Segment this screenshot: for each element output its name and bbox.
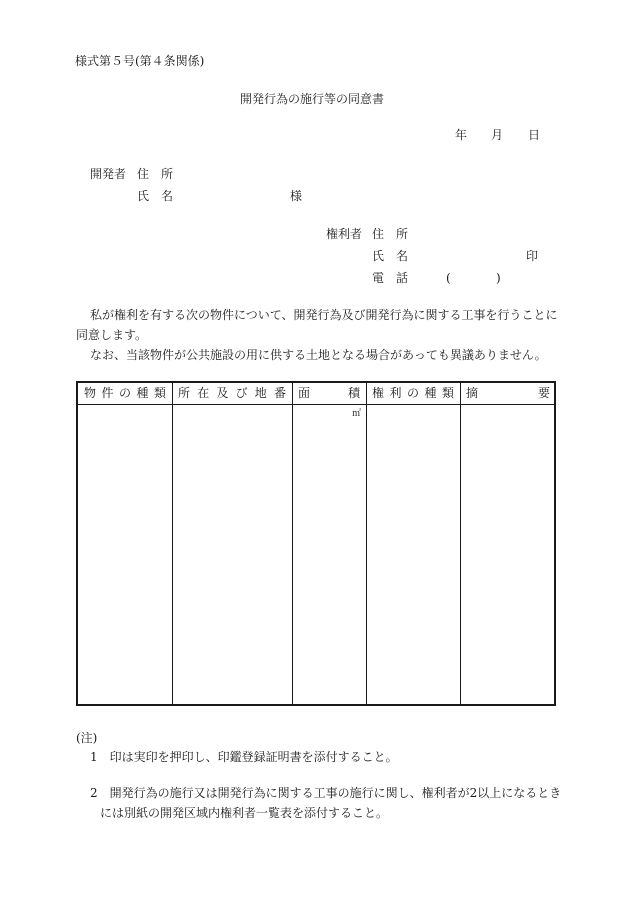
- right-holder-label: 権利者: [326, 227, 363, 241]
- consent-paragraph-line-2: 同意します。: [76, 328, 148, 342]
- seal-mark: 印: [526, 249, 539, 263]
- developer-honorific: 様: [290, 189, 303, 203]
- header-property-type: 物 件 の 種 類: [84, 386, 166, 400]
- right-holder-name-label: 氏 名: [372, 249, 409, 263]
- note-2-line-1: 2 開発行為の施行又は開発行為に関する工事の施行に関し、権利者が2以上になるとき: [90, 786, 562, 800]
- developer-name-label: 氏 名: [137, 189, 174, 203]
- notes-heading: (注): [76, 731, 98, 745]
- table-header-divider: [78, 404, 554, 405]
- document-title: 開発行為の施行等の同意書: [240, 92, 385, 106]
- date-year-label: 年: [455, 128, 468, 142]
- note-1: 1 印は実印を押印し、印鑑登録証明書を添付すること。: [90, 750, 398, 764]
- header-area: 面 積: [298, 386, 360, 400]
- developer-address-label: 住 所: [137, 167, 174, 181]
- form-number: 様式第５号(第４条関係): [75, 54, 205, 68]
- property-table: [76, 381, 556, 706]
- phone-paren-close: ): [496, 271, 501, 285]
- phone-paren-open: (: [446, 271, 451, 285]
- header-right-type: 権 利 の 種 類: [372, 386, 454, 400]
- table-column-divider: [292, 383, 293, 704]
- table-column-divider: [366, 383, 367, 704]
- right-holder-phone-label: 電 話: [372, 271, 409, 285]
- right-holder-address-label: 住 所: [372, 227, 409, 241]
- consent-paragraph-line-1: 私が権利を有する次の物件について、開発行為及び開発行為に関する工事を行うことに: [90, 308, 558, 322]
- header-remarks: 摘 要: [466, 386, 550, 400]
- date-day-label: 日: [528, 128, 541, 142]
- header-location-lot: 所 在 及 び 地 番: [178, 386, 286, 400]
- area-unit-label: ㎡: [352, 409, 362, 419]
- table-column-divider: [460, 383, 461, 704]
- developer-label: 開発者: [90, 167, 127, 181]
- no-objection-paragraph: なお、当該物件が公共施設の用に供する土地となる場合があっても異議ありません。: [90, 348, 547, 362]
- note-2-line-2: には別紙の開発区域内権利者一覧表を添付すること。: [100, 806, 389, 820]
- table-column-divider: [172, 383, 173, 704]
- date-month-label: 月: [491, 128, 504, 142]
